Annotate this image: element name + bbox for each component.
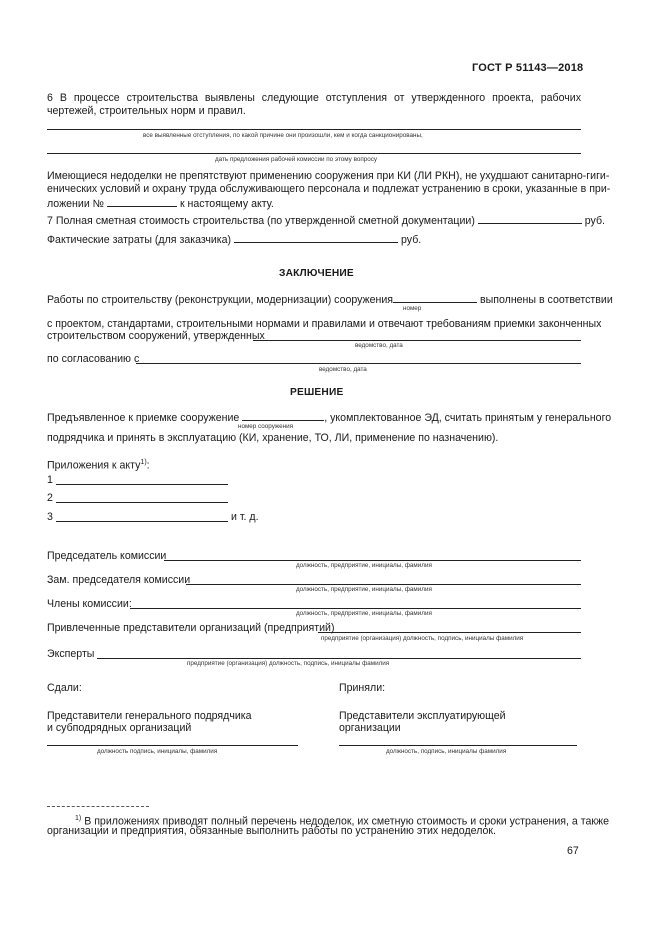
left-signature-field[interactable] [47,745,298,746]
item6-line-2 [47,153,581,154]
right-signature-field[interactable] [339,745,577,746]
experts-caption: предприятие (организация) должность, подпись, инициалы фамилия [187,660,390,667]
received-label: Приняли: [339,682,386,694]
footnote-separator [47,806,149,807]
page-number: 67 [567,845,579,857]
facility-number-caption: номер [403,305,422,312]
actual-costs-unit: руб. [401,234,422,246]
conclusion-heading: ЗАКЛЮЧЕНИЕ [279,268,354,279]
agreed-with-field[interactable] [136,363,581,364]
agreed-with-caption: ведомство, дата [319,366,367,373]
approved-by-field[interactable] [253,340,581,341]
item7-text: 7 Полная сметная стоимость строительства (по утвержденной сметной документации) [47,215,475,227]
appendices-colon: : [146,459,150,472]
members-field[interactable] [130,608,581,609]
defects-appendix-prefix: ложении № [47,198,105,210]
footnote-text-1: В приложениях приводят полный перечень недоделок, их сметную стоимость и сроки устранения, а также [84,815,609,828]
conclusion-line-1-suffix: выполнены в соответствии [480,294,613,306]
approved-by-caption: ведомство, дата [355,342,403,349]
decision-line-2: подрядчика и принять в эксплуатацию (КИ, хранение, ТО, ЛИ, применение по назначению). [47,432,499,444]
footnote-line-2: организации и предприятия, обязанные выполнить работы по устранению этих недоделок. [47,825,496,837]
invited-caption: предприятие (организация) должность, подпись, инициалы фамилия [321,635,524,642]
right-representatives-line-2: организации [339,722,401,734]
handed-over-label: Сдали: [47,682,82,694]
members-caption: должность, предприятие, инициалы, фамилия [296,610,432,617]
chairman-field[interactable] [164,560,581,561]
appendix-number-field[interactable] [107,196,177,207]
item6-caption-1: все выявленные отступления, по какой причине они произошли, кем и когда санкционированы, [143,132,423,139]
actual-costs-line [47,232,421,247]
left-representatives-line-2: и субподрядных организаций [47,722,192,734]
conclusion-line-1-prefix: Работы по строительству (реконструкции, модернизации) сооружения [47,294,394,306]
actual-costs-field[interactable] [234,232,398,243]
conclusion-line-3: строительством сооружений, утвержденных [47,330,265,342]
standard-number: ГОСТ Р 51143—2018 [472,62,584,74]
item7-line [47,213,605,228]
defects-line-1: Имеющиеся недоделки не препятствуют применению сооружения при КИ (ЛИ РКН), не ухудшают санитарно-гиги- [47,170,610,182]
appendix-item-3-field[interactable] [56,521,228,522]
defects-appendix-suffix: к настоящему акту. [179,198,274,210]
left-representatives-line-1: Представители генерального подрядчика [47,710,252,722]
invited-field[interactable] [318,632,581,633]
invited-label: Привлеченные представители организаций (предприятий) [47,622,335,634]
item6-caption-2: дать предложения рабочей комиссии по этому вопросу [215,156,378,163]
decision-line-1-suffix: , укомплектованное ЭД, считать принятым у генерального [324,412,612,424]
facility-number-field[interactable] [393,292,477,303]
conclusion-line-4: по согласованию с [47,353,140,365]
item6-line-1 [47,129,581,130]
defects-line-3 [47,196,274,211]
deputy-caption: должность, предприятие, инициалы, фамилия [296,586,432,593]
item7-unit: руб. [584,215,605,227]
appendices-etc: и т. д. [231,511,259,523]
deputy-field[interactable] [186,584,581,585]
right-representatives-line-1: Представители эксплуатирующей [339,710,506,722]
decision-line-1 [47,410,611,425]
appendix-item-3-number: 3 [47,511,53,523]
appendix-item-2-field[interactable] [56,502,228,503]
chairman-label: Председатель комиссии [47,550,167,562]
facility-id-caption: номер сооружения [238,423,294,430]
appendices-title: Приложения к акту [47,459,141,472]
footnote-mark: 1) [75,815,82,822]
chairman-caption: должность, предприятие, инициалы, фамилия [296,562,432,569]
appendix-item-2-number: 2 [47,492,53,504]
experts-field[interactable] [97,658,581,659]
appendices-footnote-mark: 1) [140,459,147,466]
appendix-item-1-number: 1 [47,474,53,486]
decision-heading: РЕШЕНИЕ [290,387,344,398]
facility-id-field[interactable] [242,410,324,421]
appendices-title-line [47,456,150,473]
left-signature-caption: должность подпись, инициалы, фамилия [97,748,218,755]
experts-label: Эксперты [47,648,95,660]
estimated-cost-field[interactable] [478,213,582,224]
members-label: Члены комиссии: [47,598,132,610]
deputy-label: Зам. председателя комиссии [47,574,191,586]
conclusion-line-2: с проектом, стандартами, строительными нормами и правилами и отвечают требованиям приемки законченных [47,318,602,330]
decision-line-1-prefix: Предъявленное к приемке сооружение [47,412,240,424]
right-signature-caption: должность, подпись, инициалы фамилия [386,748,507,755]
item6-text: 6 В процессе строительства выявлены следующие отступления от утвержденного проекта, рабочих чертежей, строительных норм и правил. [47,92,581,118]
actual-costs-text: Фактические затраты (для заказчика) [47,234,232,246]
defects-line-2: енических условий и охрану труда обслуживающего персонала и подлежат устранению в сроки, указанные в при- [47,183,611,195]
appendix-item-1-field[interactable] [56,484,228,485]
conclusion-line-1 [47,292,613,307]
